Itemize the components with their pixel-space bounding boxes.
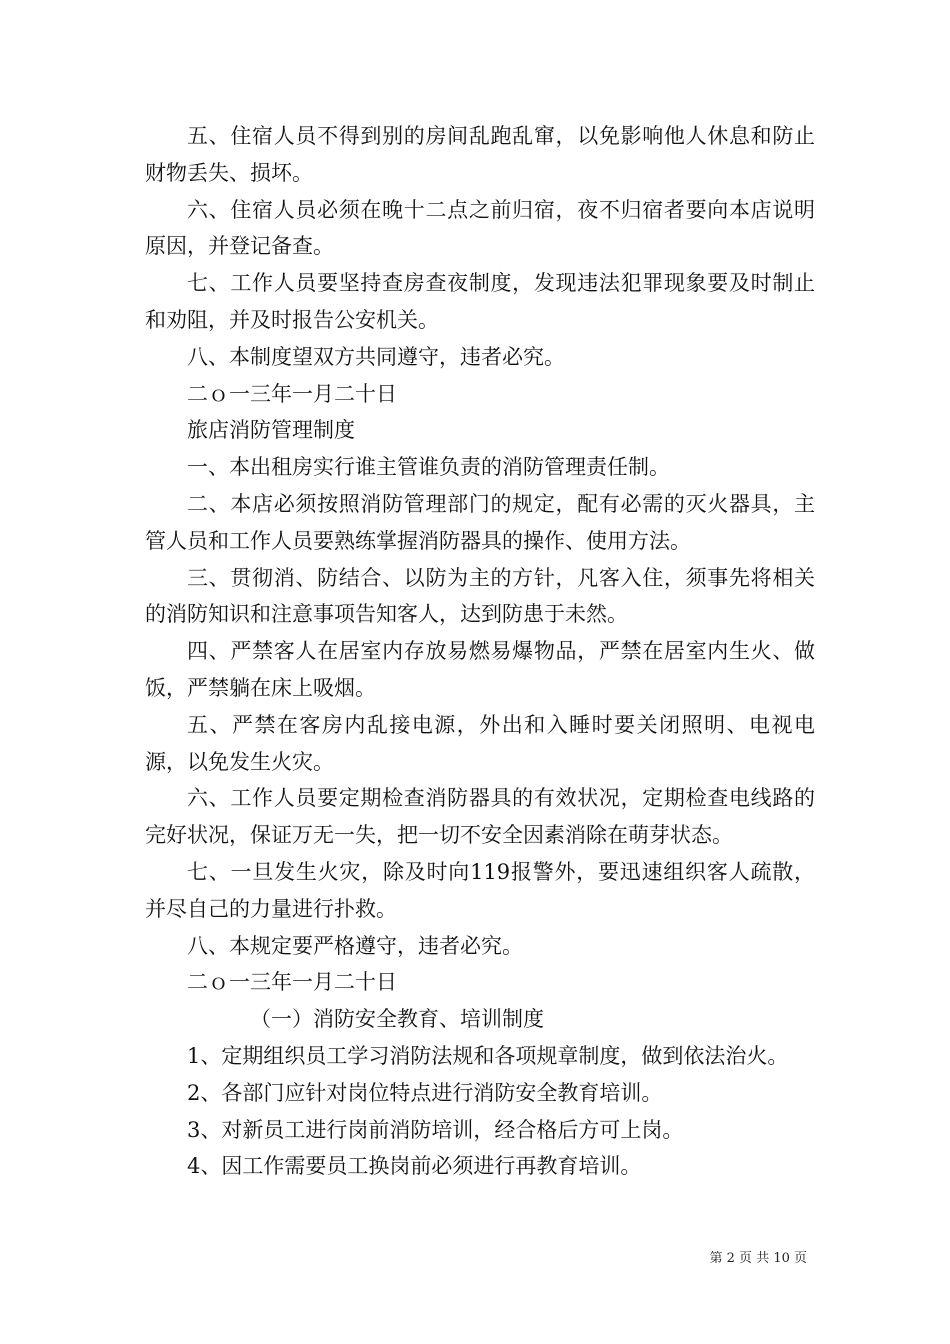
section-title: 旅店消防管理制度 — [187, 418, 355, 443]
paragraph: 六、工作人员要定期检查消防器具的有效状况，定期检查电线路的完好状况，保证万无一失，把一切不安全因素消除在萌芽状态。 — [145, 786, 815, 848]
paragraph: 五、严禁在客房内乱接电源，外出和入睡时要关闭照明、电视电源，以免发生火灾。 — [145, 712, 815, 774]
paragraph: 1、定期组织员工学习消防法规和各项规章制度，做到依法治火。 — [187, 1043, 789, 1068]
paragraph: 七、工作人员要坚持查房查夜制度，发现违法犯罪现象要及时制止和劝阻，并及时报告公安机关。 — [145, 271, 815, 332]
date-line: 二ｏ一三年一月二十日 — [187, 381, 397, 406]
page-number-footer: 第 2 页 共 10 页 — [709, 1251, 807, 1266]
paragraph: 3、对新员工进行岗前消防培训，经合格后方可上岗。 — [187, 1117, 684, 1142]
paragraph: 七、一旦发生火灾，除及时向119报警外，要迅速组织客人疏散，并尽自己的力量进行扑救。 — [145, 859, 815, 921]
paragraph: 二、本店必须按照消防管理部门的规定，配有必需的灭火器具，主管人员和工作人员要熟练掌握消防器具的操作、使用方法。 — [145, 491, 815, 553]
document-body — [145, 118, 815, 1185]
paragraph: 八、本规定要严格遵守，违者必究。 — [187, 933, 523, 958]
paragraph: 4、因工作需要员工换岗前必须进行再教育培训。 — [187, 1154, 642, 1179]
paragraph: 一、本出租房实行谁主管谁负责的消防管理责任制。 — [187, 455, 670, 480]
paragraph: 三、贯彻消、防结合、以防为主的方针，凡客入住，须事先将相关的消防知识和注意事项告知客人，达到防患于未然。 — [145, 565, 815, 627]
section-heading: （一）消防安全教育、培训制度 — [250, 1007, 544, 1032]
paragraph: 四、严禁客人在居室内存放易燃易爆物品，严禁在居室内生火、做饭，严禁躺在床上吸烟。 — [145, 639, 815, 700]
paragraph: 五、住宿人员不得到别的房间乱跑乱窜，以免影响他人休息和防止财物丢失、损坏。 — [145, 124, 815, 185]
paragraph: 八、本制度望双方共同遵守，违者必究。 — [187, 344, 565, 369]
date-line: 二ｏ一三年一月二十日 — [187, 970, 397, 995]
paragraph: 六、住宿人员必须在晚十二点之前归宿，夜不归宿者要向本店说明原因，并登记备查。 — [145, 197, 815, 259]
paragraph: 2、各部门应针对岗位特点进行消防安全教育培训。 — [187, 1080, 663, 1105]
